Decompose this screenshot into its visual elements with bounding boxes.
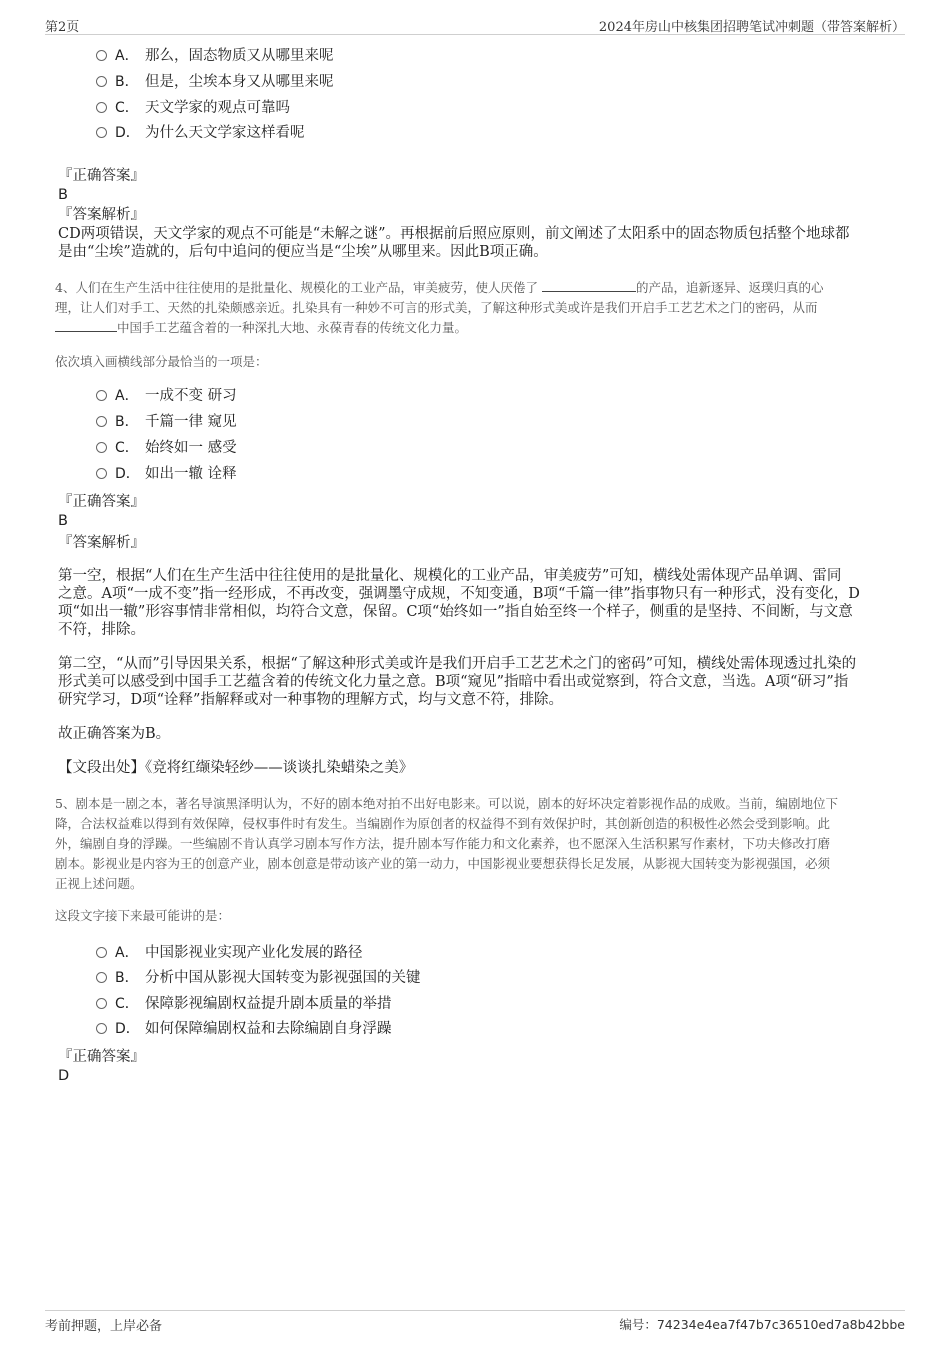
- q3-analysis-label: 『答案解析』: [58, 207, 145, 223]
- q4-analysis-label: 『答案解析』: [58, 535, 145, 551]
- option-text: 那么，固态物质又从哪里来呢: [145, 48, 334, 64]
- q5-option-b[interactable]: B． 分析中国从影视大国转变为影视强国的关键: [96, 968, 421, 988]
- option-text: 天文学家的观点可靠吗: [145, 100, 290, 116]
- q5-answer-label: 『正确答案』: [58, 1049, 145, 1065]
- option-text: 分析中国从影视大国转变为影视强国的关键: [145, 970, 421, 986]
- radio-icon[interactable]: [96, 390, 107, 401]
- q3-analysis-line1: CD两项错误，天文学家的观点不可能是“未解之谜”。再根据前后照应原则，前文阐述了太阳系中的固态物质包括整个地球都: [58, 226, 850, 242]
- q4-answer: B: [58, 513, 68, 529]
- option-text: 中国影视业实现产业化发展的路径: [145, 945, 363, 961]
- radio-icon[interactable]: [96, 442, 107, 453]
- q4-para2-line2: 形式美可以感受到中国手工艺蕴含着的传统文化力量之意。B项“窥见”指暗中看出或觉察到，符合文意，当选。A项“研习”指: [58, 674, 849, 690]
- q5-stem-line1: 5、剧本是一剧之本，著名导演黑泽明认为，不好的剧本绝对拍不出好电影来。可以说，剧本的好坏决定着影视作品的成败。当前，编剧地位下: [55, 796, 838, 811]
- radio-icon[interactable]: [96, 947, 107, 958]
- page-footer: [45, 1310, 905, 1335]
- q4-stem-line3: 中国手工艺蕴含着的一种深扎大地、永葆青春的传统文化力量。: [55, 318, 895, 338]
- q4-conclusion: 故正确答案为B。: [58, 726, 171, 742]
- q5-stem-line5: 正视上述问题。: [55, 876, 143, 891]
- page-number: 第2页: [45, 20, 80, 35]
- radio-icon[interactable]: [96, 76, 107, 87]
- q4-option-c[interactable]: C． 始终如一 感受: [96, 438, 237, 458]
- radio-icon[interactable]: [96, 127, 107, 138]
- radio-icon[interactable]: [96, 998, 107, 1009]
- q3-option-b[interactable]: B． 但是，尘埃本身又从哪里来呢: [96, 72, 334, 92]
- q4-prompt: 依次填入画横线部分最恰当的一项是：: [55, 354, 268, 369]
- q3-answer-label: 『正确答案』: [58, 168, 145, 184]
- q3-option-d[interactable]: D． 为什么天文学家这样看呢: [96, 123, 305, 143]
- option-text: 为什么天文学家这样看呢: [145, 125, 305, 141]
- q5-option-a[interactable]: A． 中国影视业实现产业化发展的路径: [96, 943, 363, 963]
- q4-stem-line2: 理，让人们对手工、天然的扎染颇感亲近。扎染具有一种妙不可言的形式美，了解这种形式美或许是我们开启手工艺艺术之门的密码，从而: [55, 300, 818, 315]
- q3-answer: B: [58, 187, 68, 203]
- q4-stem-line1: 4、人们在生产生活中往往使用的是批量化、规模化的工业产品，审美疲劳，使人厌倦了 的产品，追新逐异、返璞归真的心: [55, 280, 824, 295]
- radio-icon[interactable]: [96, 972, 107, 983]
- radio-icon[interactable]: [96, 416, 107, 427]
- q5-prompt: 这段文字接下来最可能讲的是：: [55, 908, 231, 923]
- option-text: 一成不变 研习: [145, 388, 237, 404]
- q4-para2-line3: 研究学习，D项“诠释”指解释或对一种事物的理解方式，均与文意不符，排除。: [58, 692, 563, 708]
- q4-para1-line3: 项“如出一辙”形容事情非常相似，均符合文意，保留。C项“始终如一”指自始至终一个样子，侧重的是坚持、不间断，与文意: [58, 604, 853, 620]
- q5-stem-line4: 剧本。影视业是内容为王的创意产业，剧本创意是带动该产业的第一动力，中国影视业要想获得长足发展，从影视大国转变为影视强国，必须: [55, 856, 831, 871]
- fill-blank-1: [542, 279, 636, 292]
- q4-para1-line2: 之意。A项“一成不变”指一经形成，不再改变，强调墨守成规，不知变通，B项“千篇一律”指事物只有一种形式，没有变化，D: [58, 586, 860, 602]
- option-text: 保障影视编剧权益提升剧本质量的举措: [145, 996, 392, 1012]
- q5-option-c[interactable]: C． 保障影视编剧权益提升剧本质量的举措: [96, 994, 392, 1014]
- q3-analysis-line2: 是由“尘埃”造就的，后句中追问的便应当是“尘埃”从哪里来。因此B项正确。: [58, 244, 548, 260]
- option-text: 始终如一 感受: [145, 440, 237, 456]
- q5-stem-line3: 外，编剧自身的浮躁。一些编剧不肯认真学习剧本写作方法，提升剧本写作能力和文化素养，也不愿深入生活积累写作素材，下功夫修改打磨: [55, 836, 831, 851]
- footer-slogan: 考前押题，上岸必备: [45, 1319, 163, 1334]
- q5-answer: D: [58, 1068, 70, 1084]
- q4-para1-line1: 第一空，根据“人们在生产生活中往往使用的是批量化、规模化的工业产品，审美疲劳”可知，横线处需体现产品单调、雷同: [58, 568, 842, 584]
- q4-para2-line1: 第二空，“从而”引导因果关系，根据“了解这种形式美或许是我们开启手工艺艺术之门的密码”可知，横线处需体现透过扎染的: [58, 656, 857, 672]
- radio-icon[interactable]: [96, 102, 107, 113]
- q4-option-a[interactable]: A． 一成不变 研习: [96, 386, 237, 406]
- option-text: 但是，尘埃本身又从哪里来呢: [145, 74, 334, 90]
- option-text: 如何保障编剧权益和去除编剧自身浮躁: [145, 1021, 392, 1037]
- q3-option-c[interactable]: C． 天文学家的观点可靠吗: [96, 98, 290, 118]
- option-text: 千篇一律 窥见: [145, 414, 237, 430]
- page-header: [45, 14, 905, 35]
- document-title: 2024年房山中核集团招聘笔试冲刺题（带答案解析）: [598, 20, 905, 35]
- q4-source: 【文段出处】《竞将红缬染轻纱——谈谈扎染蜡染之美》: [58, 760, 414, 776]
- option-text: 如出一辙 诠释: [145, 466, 237, 482]
- q4-para1-line4: 不符，排除。: [58, 622, 145, 638]
- q5-option-d[interactable]: D． 如何保障编剧权益和去除编剧自身浮躁: [96, 1019, 392, 1039]
- radio-icon[interactable]: [96, 468, 107, 479]
- radio-icon[interactable]: [96, 50, 107, 61]
- q4-option-b[interactable]: B． 千篇一律 窥见: [96, 412, 237, 432]
- fill-blank-2: [55, 319, 117, 332]
- q5-stem-line2: 降，合法权益难以得到有效保障，侵权事件时有发生。当编剧作为原创者的权益得不到有效保护时，其创新创造的积极性必然会受到影响。此: [55, 816, 831, 831]
- q4-option-d[interactable]: D． 如出一辙 诠释: [96, 464, 237, 484]
- q4-answer-label: 『正确答案』: [58, 494, 145, 510]
- document-code: 编号：74234e4ea7f47b7c36510ed7a8b42bbe: [619, 1317, 905, 1332]
- q3-option-a[interactable]: A． 那么，固态物质又从哪里来呢: [96, 46, 334, 66]
- radio-icon[interactable]: [96, 1023, 107, 1034]
